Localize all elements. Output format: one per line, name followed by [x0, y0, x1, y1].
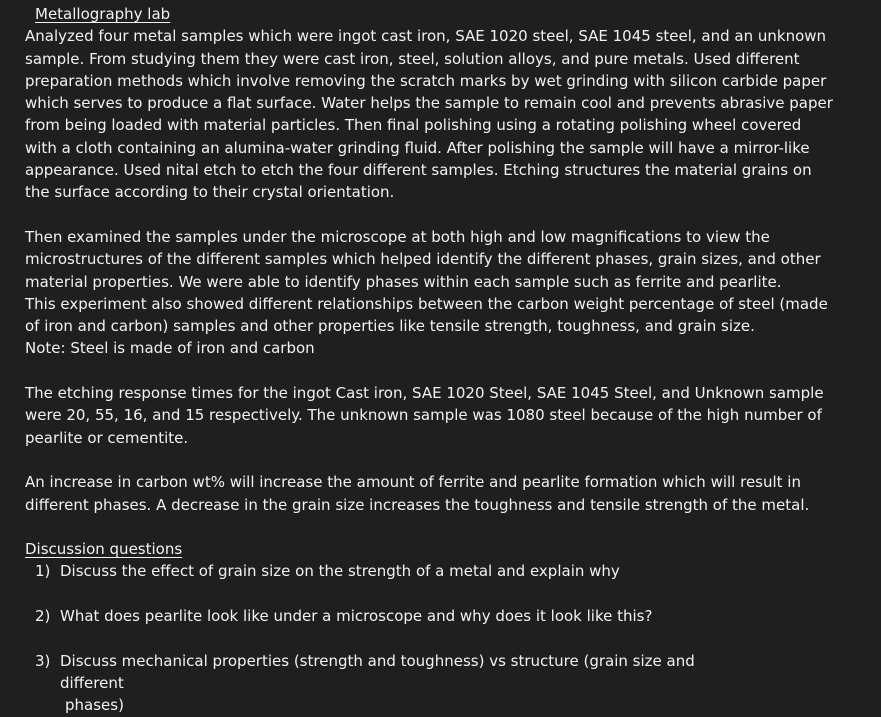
- question-text: [60, 605, 760, 627]
- paragraph-line: with a cloth containing an alumina-water grinding fluid. After polishing the sample will have a mirror-like: [25, 138, 810, 157]
- question-line: phases): [65, 696, 124, 715]
- discussion-question: [35, 605, 875, 627]
- paragraph-line: The etching response times for the ingot Cast iron, SAE 1020 Steel, SAE 1045 Steel, and Unknown sample: [25, 384, 824, 403]
- paragraph-line: material properties. We were able to identify phases within each sample such as ferrite and pearlite.: [25, 272, 782, 291]
- paragraph-line: pearlite or cementite.: [25, 428, 189, 447]
- document-body: [25, 3, 875, 717]
- question-line: What does pearlite look like under a microscope and why does it look like this?: [60, 607, 653, 626]
- paragraph-line: Analyzed four metal samples which were ingot cast iron, SAE 1020 steel, SAE 1045 steel, and an unknown: [25, 27, 827, 46]
- paragraph-line: preparation methods which involve removing the scratch marks by wet grinding with silicon carbide paper: [25, 71, 827, 90]
- paragraph-spacer: [25, 449, 875, 471]
- question-line: Discuss mechanical properties (strength and toughness) vs structure (grain size and different: [60, 651, 695, 692]
- discussion-question: [35, 560, 875, 582]
- discussion-heading: Discussion questions: [25, 540, 183, 559]
- paragraph-overview: [25, 25, 875, 203]
- discussion-question: [35, 650, 875, 717]
- paragraph-line: Then examined the samples under the microscope at both high and low magnifications to view the: [25, 227, 770, 246]
- paragraph-line: microstructures of the different samples which helped identify the different phases, grain sizes, and other: [25, 250, 821, 269]
- paragraph-line: An increase in carbon wt% will increase the amount of ferrite and pearlite formation which will result in: [25, 473, 801, 492]
- paragraph-line: sample. From studying them they were cast iron, steel, solution alloys, and pure metals. Used different: [25, 49, 800, 68]
- question-spacer: [25, 583, 875, 605]
- paragraph-spacer: [25, 360, 875, 382]
- paragraph-line: appearance. Used nital etch to etch the four different samples. Etching structures the material grains on: [25, 161, 812, 180]
- paragraph-spacer: [25, 516, 875, 538]
- discussion-questions-list: [25, 560, 875, 716]
- paragraph-spacer: [25, 204, 875, 226]
- question-text: [60, 650, 760, 717]
- paragraph-line: from being loaded with material particles. Then final polishing using a rotating polishing wheel covered: [25, 116, 802, 135]
- question-line: Discuss the effect of grain size on the strength of a metal and explain why: [60, 562, 620, 581]
- document-title: Metallography lab: [35, 5, 171, 23]
- question-number: 1): [35, 562, 51, 581]
- paragraph-line: which serves to produce a flat surface. Water helps the sample to remain cool and prevents abrasive paper: [25, 94, 833, 113]
- paragraph-line: This experiment also showed different relationships between the carbon weight percentage of steel (made: [25, 294, 828, 313]
- paragraph-line: Note: Steel is made of iron and carbon: [25, 339, 315, 358]
- paragraph-carbon: [25, 471, 875, 516]
- paragraph-line: of iron and carbon) samples and other properties like tensile strength, toughness, and grain size.: [25, 317, 755, 336]
- paragraph-microscope: [25, 226, 875, 360]
- paragraph-etching: [25, 382, 875, 449]
- paragraph-line: different phases. A decrease in the grain size increases the toughness and tensile strength of the metal.: [25, 495, 810, 514]
- question-number: 2): [35, 607, 51, 626]
- paragraph-line: were 20, 55, 16, and 15 respectively. The unknown sample was 1080 steel because of the high number of: [25, 406, 822, 425]
- question-spacer: [25, 627, 875, 649]
- question-number: 3): [35, 651, 51, 670]
- question-text: [60, 560, 760, 582]
- paragraph-line: the surface according to their crystal orientation.: [25, 183, 395, 202]
